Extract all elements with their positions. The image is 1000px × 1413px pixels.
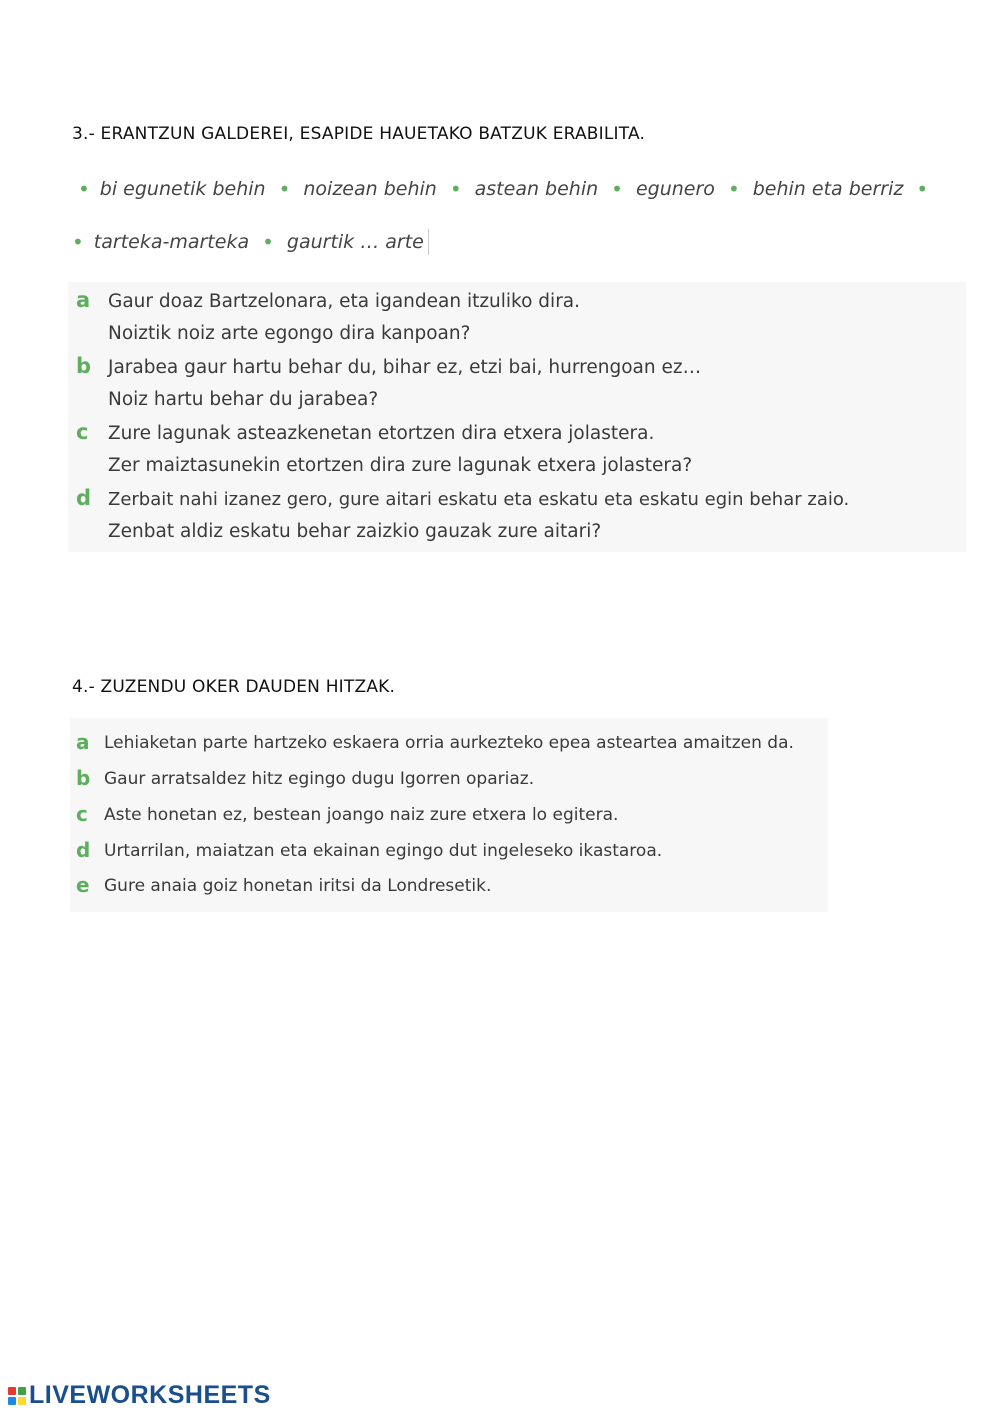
bullet-icon: • xyxy=(72,230,84,254)
item-question: Zer maiztasunekin etortzen dira zure lagunak etxera jolastera? xyxy=(108,455,693,476)
item-letter: c xyxy=(76,802,88,826)
item-text: Lehiaketan parte hartzeko eskaera orria aurkezteko epea asteartea amaitzen da. xyxy=(104,733,794,753)
exercise-3-heading: 3.- ERANTZUN GALDEREI, ESAPIDE HAUETAKO BATZUK ERABILITA. xyxy=(72,124,646,144)
brand-name: LIVEWORKSHEETS xyxy=(29,1381,271,1409)
item-text: Gure anaia goiz honetan iritsi da Londresetik. xyxy=(104,876,492,896)
bullet-icon: • xyxy=(449,177,462,201)
item-letter: b xyxy=(76,354,92,378)
bullet-icon: • xyxy=(916,177,929,201)
phrase: egunero xyxy=(635,178,715,200)
item-statement: Gaur doaz Bartzelonara, eta igandean itzuliko dira. xyxy=(108,291,581,312)
divider xyxy=(428,229,429,255)
item-letter: b xyxy=(76,766,91,790)
bullet-icon: • xyxy=(727,177,740,201)
phrase: gaurtik … arte xyxy=(286,231,424,253)
item-letter: e xyxy=(76,873,90,897)
bullet-icon: • xyxy=(611,177,623,201)
item-text: Gaur arratsaldez hitz egingo dugu Igorren opariaz. xyxy=(104,769,535,789)
bullet-icon: • xyxy=(262,230,274,254)
item-letter: d xyxy=(76,838,91,862)
exercise-4-heading: 4.- ZUZENDU OKER DAUDEN HITZAK. xyxy=(72,677,396,697)
exercise-4-panel xyxy=(70,718,828,912)
phrase: astean behin xyxy=(474,178,599,200)
bullet-icon: • xyxy=(78,177,90,201)
item-question: Noiztik noiz arte egongo dira kanpoan? xyxy=(108,323,471,344)
phrase: noizean behin xyxy=(303,178,437,200)
item-letter: c xyxy=(76,420,89,444)
phrase: bi egunetik behin xyxy=(99,178,266,200)
item-question: Noiz hartu behar du jarabea? xyxy=(108,389,379,410)
phrase: behin eta berriz xyxy=(752,178,904,200)
item-letter: a xyxy=(76,730,90,754)
item-statement: Jarabea gaur hartu behar du, bihar ez, etzi bai, hurrengoan ez… xyxy=(108,357,702,378)
exercise-3-panel xyxy=(68,282,966,552)
phrase: tarteka-marteka xyxy=(93,231,250,253)
item-letter: a xyxy=(76,288,91,312)
phrase-bank-row-2 xyxy=(72,229,429,255)
item-statement: Zure lagunak asteazkenetan etortzen dira etxera jolastera. xyxy=(108,423,655,444)
bullet-icon: • xyxy=(278,177,291,201)
item-text: Urtarrilan, maiatzan eta ekainan egingo dut ingeleseko ikastaroa. xyxy=(104,841,663,861)
item-statement: Zerbait nahi izanez gero, gure aitari eskatu eta eskatu eta eskatu egin behar zaio. xyxy=(108,489,850,510)
item-letter: d xyxy=(76,486,92,510)
logo-icon xyxy=(8,1387,26,1405)
liveworksheets-logo[interactable] xyxy=(8,1381,271,1410)
phrase-bank-row-1 xyxy=(78,177,941,201)
item-question: Zenbat aldiz eskatu behar zaizkio gauzak zure aitari? xyxy=(108,521,602,542)
item-text: Aste honetan ez, bestean joango naiz zure etxera lo egitera. xyxy=(104,805,619,825)
